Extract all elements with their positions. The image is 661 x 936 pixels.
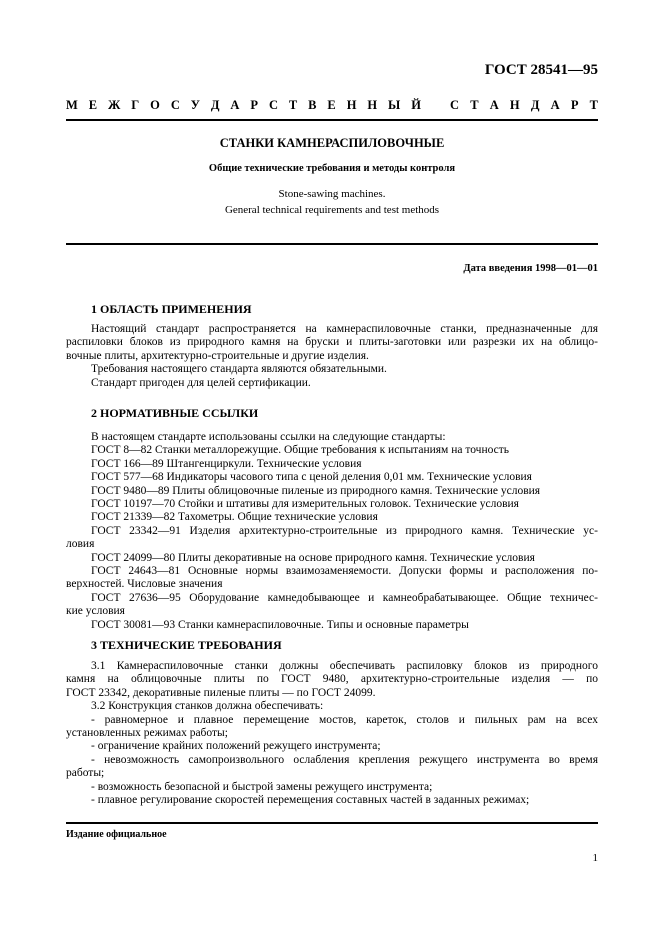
title-rule (66, 243, 598, 245)
paragraph-line: ГОСТ 23342, декоративные пиленые плиты — по ГОСТ 24099. (66, 686, 376, 699)
list-item: - возможность безопасной и быстрой замены режущего инструмента; (91, 780, 433, 793)
footer-rule (66, 822, 598, 824)
document-subtitle: Общие технические требования и методы контроля (208, 163, 456, 174)
interstate-standard-banner (66, 98, 598, 113)
reference-item-continued: верхностей. Числовые значения (66, 578, 223, 591)
banner-word-standard: С Т А Н Д А Р Т (450, 98, 598, 112)
section-1-heading: 1 ОБЛАСТЬ ПРИМЕНЕНИЯ (91, 302, 252, 316)
edition-label: Издание официальное (66, 829, 167, 840)
paragraph-line: 3.1 Камнераспиловочные станки должны обеспечивать распиловку блоков из природного (91, 660, 598, 672)
reference-item: ГОСТ 21339—82 Тахометры. Общие технические условия (91, 511, 378, 524)
reference-item: ГОСТ 24099—80 Плиты декоративные на основе природного камня. Технические условия (91, 551, 535, 564)
list-item-continued: установленных режимах работы; (66, 727, 228, 740)
english-title (66, 186, 598, 218)
document-title: СТАНКИ КАМНЕРАСПИЛОВОЧНЫЕ (219, 136, 445, 150)
section-2-body (66, 431, 598, 632)
list-item: - ограничение крайних положений режущего инструмента; (91, 740, 381, 753)
paragraph-line: Настоящий стандарт распространяется на камнераспиловочные станки, предназначенные для (91, 323, 598, 335)
paragraph-line: Требования настоящего стандарта являются обязательными. (91, 363, 387, 376)
section-2-heading: 2 НОРМАТИВНЫЕ ССЫЛКИ (91, 406, 259, 420)
reference-item-continued: кие условия (66, 605, 125, 618)
section-3-heading: 3 ТЕХНИЧЕСКИЕ ТРЕБОВАНИЯ (91, 638, 282, 652)
english-title-line-1: Stone-sawing machines. (278, 188, 386, 200)
reference-item: ГОСТ 9480—89 Плиты облицовочные пиленые из природного камня. Технические условия (91, 484, 541, 497)
reference-item: ГОСТ 577—68 Индикаторы часового типа с ценой деления 0,01 мм. Технические условия (91, 471, 532, 484)
paragraph-line: Стандарт пригоден для целей сертификации. (91, 376, 311, 389)
reference-item: ГОСТ 23342—91 Изделия архитектурно-строительные из природного камня. Технические ус- (91, 524, 598, 537)
list-item: - равномерное и плавное перемещение мостов, кареток, столов и пильных рам на всех (91, 713, 598, 726)
reference-item: ГОСТ 24643—81 Основные нормы взаимозаменяемости. Допуски формы и расположения по- (91, 565, 598, 578)
page-number: 1 (592, 852, 598, 864)
list-item: - плавное регулирование скоростей перемещения составных частей в заданных режимах; (91, 794, 530, 807)
reference-item: ГОСТ 166—89 Штангенциркули. Технические условия (91, 457, 362, 470)
paragraph-line: 3.2 Конструкция станков должна обеспечивать: (91, 700, 324, 713)
reference-item-continued: ловия (66, 538, 95, 551)
english-title-line-2: General technical requirements and test methods (224, 204, 440, 216)
introduction-date: Дата введения 1998—01—01 (463, 263, 598, 274)
paragraph-line: камня на облицовочные плиты по ГОСТ 9480, архитектурно-строительные изделия — по (66, 673, 598, 686)
banner-word-interstate: М Е Ж Г О С У Д А Р С Т В Е Н Н Ы Й (66, 98, 421, 112)
reference-item: ГОСТ 10197—70 Стойки и штативы для измерительных головок. Технические условия (91, 498, 519, 511)
reference-intro: В настоящем стандарте использованы ссылки на следующие стандарты: (91, 431, 446, 443)
header-rule (66, 119, 598, 121)
list-item: - невозможность самопроизвольного ослабления крепления режущего инструмента во время (91, 753, 598, 766)
paragraph-line: вочные плиты, архитектурно-строительные и другие изделия. (66, 349, 369, 362)
reference-item: ГОСТ 27636—95 Оборудование камнедобывающее и камнеобрабатывающее. Общие техничес- (91, 591, 598, 604)
section-1-body (66, 323, 598, 390)
paragraph-line: распиловки блоков из природного камня на бруски и плиты-заготовки или разрезки их на облицо- (66, 336, 598, 349)
reference-item: ГОСТ 8—82 Станки металлорежущие. Общие требования к испытаниям на точность (91, 444, 510, 457)
list-item-continued: работы; (66, 767, 105, 780)
section-3-body (66, 660, 598, 807)
standard-number: ГОСТ 28541—95 (484, 62, 598, 78)
reference-item: ГОСТ 30081—93 Станки камнераспиловочные. Типы и основные параметры (91, 618, 469, 631)
